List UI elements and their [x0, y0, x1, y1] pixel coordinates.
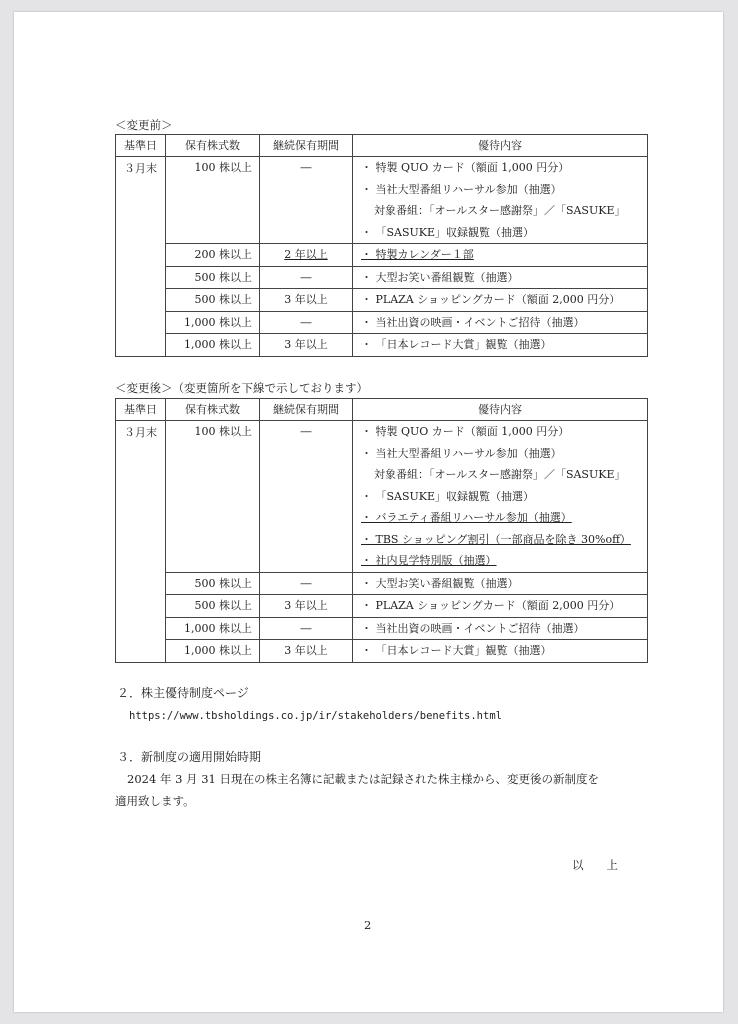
shares-cell: 1,000 株以上 [166, 640, 260, 663]
benefit-line-changed [361, 507, 647, 529]
benefit-line: ・ 当社出資の映画・イベントご招待（抽選） [361, 621, 585, 635]
before-caption: ＜変更前＞ [115, 118, 173, 132]
before-benefits-table [115, 134, 648, 357]
shares-cell: 1,000 株以上 [166, 334, 260, 357]
header-holding-period: 継続保有期間 [260, 399, 353, 421]
header-benefits: 優待内容 [353, 399, 648, 421]
table-row [116, 289, 648, 312]
benefit-line: ・ 「SASUKE」収録観覧（抽選） [361, 225, 535, 239]
benefits-cell [353, 266, 648, 289]
benefit-line: ・ 大型お笑い番組観覧（抽選） [361, 270, 519, 284]
shares-cell: 500 株以上 [166, 572, 260, 595]
table-row [116, 617, 648, 640]
shares-cell: 1,000 株以上 [166, 311, 260, 334]
benefit-line-changed [361, 529, 647, 551]
section2-heading: ２．株主優待制度ページ [117, 686, 249, 700]
benefit-line: ・ 当社出資の映画・イベントご招待（抽選） [361, 315, 585, 329]
table-row [116, 157, 648, 244]
benefits-cell [353, 289, 648, 312]
header-row [116, 399, 648, 421]
page-number: 2 [364, 918, 372, 932]
benefits-cell [353, 595, 648, 618]
benefit-line-changed [361, 550, 647, 572]
benefits-cell [353, 157, 648, 244]
header-shares: 保有株式数 [166, 399, 260, 421]
table-row [116, 595, 648, 618]
shares-cell: 500 株以上 [166, 595, 260, 618]
shares-cell: 500 株以上 [166, 289, 260, 312]
period-cell: ― [260, 421, 353, 573]
benefit-line [361, 244, 647, 266]
header-benefits: 優待内容 [353, 135, 648, 157]
benefit-text: ・ 社内見学特別版（抽選） [361, 554, 497, 567]
shares-cell: 500 株以上 [166, 266, 260, 289]
shares-cell: 100 株以上 [166, 157, 260, 244]
benefits-cell [353, 617, 648, 640]
benefit-text: ・ TBS ショッピング割引（一部商品を除き 30%off） [361, 532, 631, 546]
shares-cell: 100 株以上 [166, 421, 260, 573]
benefits-cell [353, 640, 648, 663]
table-row [116, 334, 648, 357]
table-row [116, 640, 648, 663]
benefit-line: ・ 「日本レコード大賞」観覧（抽選） [361, 644, 552, 657]
table-row [116, 244, 648, 267]
benefits-cell [353, 311, 648, 334]
record-date-cell: ３月末 [116, 421, 166, 663]
benefit-line: ・ 特製 QUO カード（額面 1,000 円分） [361, 161, 570, 174]
section3-body-line1: 2024 年 3 月 31 日現在の株主名簿に記載または記録された株主様から、変更後の新制度を [127, 772, 599, 786]
benefit-line: ・ 「SASUKE」収録観覧（抽選） [361, 489, 535, 503]
benefit-text: ・ 特製カレンダー１部 [361, 248, 474, 261]
benefit-line: ・ 「日本レコード大賞」観覧（抽選） [361, 338, 552, 351]
header-shares: 保有株式数 [166, 135, 260, 157]
benefits-cell [353, 334, 648, 357]
benefit-line: ・ 当社大型番組リハーサル参加（抽選） [361, 182, 562, 196]
benefit-text: ・ バラエティ番組リハーサル参加（抽選） [361, 511, 572, 524]
table-row [116, 311, 648, 334]
benefit-line: ・ 大型お笑い番組観覧（抽選） [361, 576, 519, 590]
shares-cell: 200 株以上 [166, 244, 260, 267]
period-text: 2 年以上 [284, 248, 328, 261]
benefits-cell [353, 244, 648, 267]
period-cell: 3 年以上 [260, 595, 353, 618]
benefits-cell [353, 421, 648, 573]
after-caption: ＜変更後＞（変更箇所を下線で示しております） [115, 381, 368, 395]
section3-body-line2: 適用致します。 [115, 794, 195, 808]
period-cell: ― [260, 572, 353, 595]
benefit-line: ・ 当社大型番組リハーサル参加（抽選） [361, 446, 562, 460]
period-cell: 3 年以上 [260, 640, 353, 663]
period-cell: ― [260, 311, 353, 334]
benefits-cell [353, 572, 648, 595]
period-cell: 3 年以上 [260, 289, 353, 312]
benefit-line: ・ PLAZA ショッピングカード（額面 2,000 円分） [361, 293, 621, 306]
benefit-line: ・ 特製 QUO カード（額面 1,000 円分） [361, 425, 570, 438]
period-cell: ― [260, 266, 353, 289]
section3-heading: ３．新制度の適用開始時期 [117, 750, 262, 764]
shares-cell: 1,000 株以上 [166, 617, 260, 640]
benefits-page-link[interactable]: https://www.tbsholdings.co.jp/ir/stakeholders/benefits.html [129, 710, 502, 722]
closing-mark: 以 上 [572, 858, 618, 872]
header-holding-period: 継続保有期間 [260, 135, 353, 157]
header-record-date: 基準日 [116, 135, 166, 157]
table-row [116, 572, 648, 595]
benefit-line: 対象番組：「オールスター感謝祭」／「SASUKE」 [374, 204, 626, 217]
period-cell: ― [260, 617, 353, 640]
table-row [116, 266, 648, 289]
table-row [116, 421, 648, 573]
document-page [14, 12, 723, 1012]
period-cell [260, 244, 353, 267]
period-cell: ― [260, 157, 353, 244]
period-cell: 3 年以上 [260, 334, 353, 357]
header-record-date: 基準日 [116, 399, 166, 421]
benefit-line: 対象番組：「オールスター感謝祭」／「SASUKE」 [374, 468, 626, 481]
record-date-cell: ３月末 [116, 157, 166, 357]
header-row [116, 135, 648, 157]
after-benefits-table [115, 398, 648, 663]
benefit-line: ・ PLAZA ショッピングカード（額面 2,000 円分） [361, 599, 621, 612]
